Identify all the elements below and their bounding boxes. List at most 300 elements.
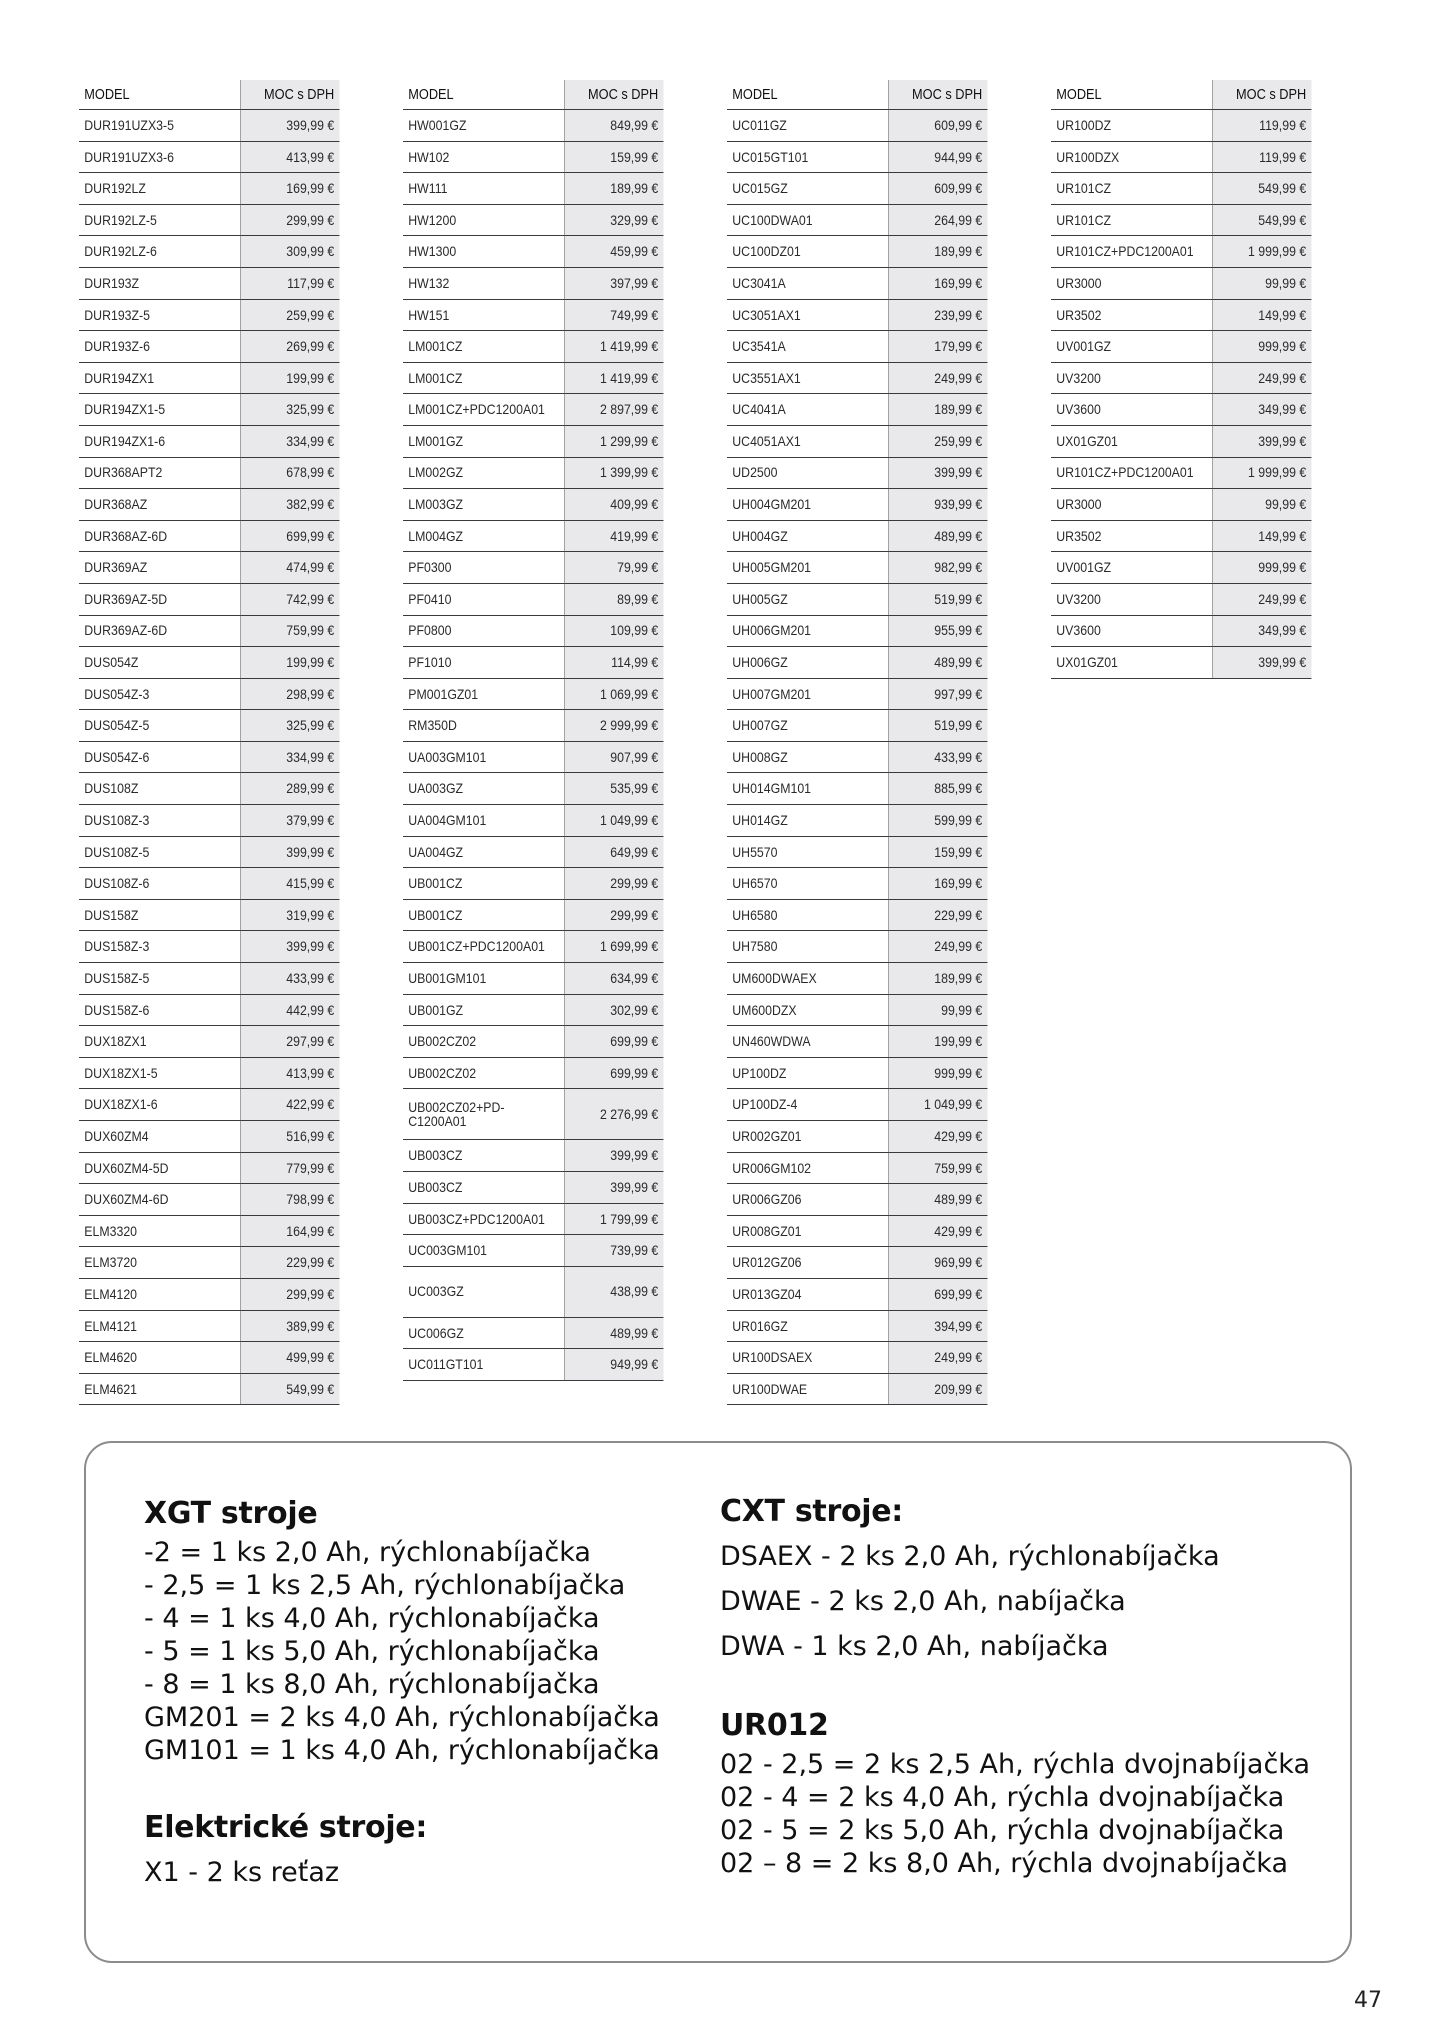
- price-cell: 849,99 €: [564, 110, 663, 142]
- model-cell: UR101CZ: [1051, 173, 1212, 205]
- table-row: [1051, 110, 1311, 142]
- price-cell: 798,99 €: [240, 1184, 339, 1216]
- table-row: [79, 583, 339, 615]
- table-row: [403, 1089, 663, 1140]
- table-row: [1051, 267, 1311, 299]
- model-cell: DUS054Z-6: [79, 741, 240, 773]
- price-cell: 389,99 €: [240, 1310, 339, 1342]
- price-cell: 299,99 €: [240, 1278, 339, 1310]
- table-row: [1051, 204, 1311, 236]
- price-cell: 149,99 €: [1212, 520, 1311, 552]
- model-cell: UC011GT101: [403, 1349, 564, 1381]
- model-cell: DUR194ZX1-6: [79, 425, 240, 457]
- price-cell: 419,99 €: [564, 520, 663, 552]
- price-cell: 169,99 €: [888, 868, 987, 900]
- price-cell: 1 999,99 €: [1212, 457, 1311, 489]
- model-cell: PM001GZ01: [403, 678, 564, 710]
- table-row: [79, 963, 339, 995]
- price-cell: 599,99 €: [888, 805, 987, 837]
- price-cell: 259,99 €: [240, 299, 339, 331]
- table-row: [403, 710, 663, 742]
- xgt-section: [144, 1494, 660, 1767]
- price-cell: 399,99 €: [1212, 425, 1311, 457]
- table-row: [79, 1373, 339, 1405]
- price-cell: 179,99 €: [888, 331, 987, 363]
- price-cell: 229,99 €: [888, 899, 987, 931]
- price-cell: 699,99 €: [240, 520, 339, 552]
- table-row: [403, 520, 663, 552]
- table-row: [727, 267, 987, 299]
- model-cell: UN460WDWA: [727, 1026, 888, 1058]
- table-row: [79, 836, 339, 868]
- model-cell: UR3502: [1051, 299, 1212, 331]
- model-cell: UV3600: [1051, 394, 1212, 426]
- table-row: [1051, 299, 1311, 331]
- table-row: [727, 678, 987, 710]
- table-row: [403, 615, 663, 647]
- model-cell: UC003GZ: [403, 1266, 564, 1317]
- model-cell: UP100DZ: [727, 1057, 888, 1089]
- price-cell: 907,99 €: [564, 741, 663, 773]
- table-row: [403, 583, 663, 615]
- price-cell: 159,99 €: [888, 836, 987, 868]
- column-header-model: MODEL: [1051, 80, 1212, 110]
- model-cell: DUR368APT2: [79, 457, 240, 489]
- price-cell: 379,99 €: [240, 805, 339, 837]
- model-cell: UH005GZ: [727, 583, 888, 615]
- price-cell: 99,99 €: [888, 994, 987, 1026]
- model-cell: HW1300: [403, 236, 564, 268]
- table-row: [403, 773, 663, 805]
- price-cell: 329,99 €: [564, 204, 663, 236]
- table-row: [403, 457, 663, 489]
- ur012-line: 02 - 2,5 = 2 ks 2,5 Ah, rýchla dvojnabíjačka: [720, 1749, 1311, 1780]
- model-cell: DUR191UZX3-5: [79, 110, 240, 142]
- model-cell: DUX18ZX1-5: [79, 1057, 240, 1089]
- price-cell: 969,99 €: [888, 1247, 987, 1279]
- model-cell: UA003GZ: [403, 773, 564, 805]
- model-cell: DUX18ZX1-6: [79, 1089, 240, 1121]
- table-row: [727, 994, 987, 1026]
- table-row: [727, 1152, 987, 1184]
- column-header-model: MODEL: [727, 80, 888, 110]
- price-cell: 413,99 €: [240, 141, 339, 173]
- price-cell: 299,99 €: [240, 204, 339, 236]
- table-row: [79, 1121, 339, 1153]
- table-row: [403, 836, 663, 868]
- model-cell: RM350D: [403, 710, 564, 742]
- model-cell: DUS158Z-5: [79, 963, 240, 995]
- model-cell: UX01GZ01: [1051, 425, 1212, 457]
- table-row: [1051, 647, 1311, 679]
- model-cell: UX01GZ01: [1051, 647, 1212, 679]
- price-cell: 249,99 €: [888, 931, 987, 963]
- price-cell: 1 699,99 €: [564, 931, 663, 963]
- model-cell: UV001GZ: [1051, 331, 1212, 363]
- price-cell: 169,99 €: [888, 267, 987, 299]
- price-cell: 429,99 €: [888, 1121, 987, 1153]
- elektricke-title: Elektrické stroje:: [144, 1810, 428, 1845]
- price-cell: 499,99 €: [240, 1342, 339, 1374]
- model-cell: UD2500: [727, 457, 888, 489]
- price-cell: 885,99 €: [888, 773, 987, 805]
- table-row: [727, 520, 987, 552]
- model-cell: DUR193Z-5: [79, 299, 240, 331]
- price-cell: 699,99 €: [564, 1026, 663, 1058]
- ur012-line: 02 – 8 = 2 ks 8,0 Ah, rýchla dvojnabíjačka: [720, 1848, 1289, 1879]
- price-cell: 549,99 €: [240, 1373, 339, 1405]
- table-row: [79, 931, 339, 963]
- model-cell: UC4051AX1: [727, 425, 888, 457]
- table-row: [79, 1247, 339, 1279]
- table-row: [727, 1057, 987, 1089]
- price-cell: 159,99 €: [564, 141, 663, 173]
- model-cell: DUR192LZ: [79, 173, 240, 205]
- model-cell: UH7580: [727, 931, 888, 963]
- model-cell: ELM4120: [79, 1278, 240, 1310]
- model-cell: UC100DZ01: [727, 236, 888, 268]
- price-cell: 399,99 €: [564, 1172, 663, 1204]
- price-cell: 2 276,99 €: [564, 1089, 663, 1140]
- price-cell: 516,99 €: [240, 1121, 339, 1153]
- table-row: [79, 805, 339, 837]
- model-cell: UH007GM201: [727, 678, 888, 710]
- column-header-model: MODEL: [403, 80, 564, 110]
- table-header-row: [79, 80, 339, 110]
- model-cell: UH007GZ: [727, 710, 888, 742]
- table-row: [79, 204, 339, 236]
- cxt-title: CXT stroje:: [720, 1494, 903, 1529]
- price-cell: 299,99 €: [564, 868, 663, 900]
- table-row: [727, 110, 987, 142]
- table-row: [403, 931, 663, 963]
- price-cell: 699,99 €: [888, 1278, 987, 1310]
- price-cell: 2 999,99 €: [564, 710, 663, 742]
- price-cell: 699,99 €: [564, 1057, 663, 1089]
- model-cell: UB001GM101: [403, 963, 564, 995]
- model-cell: UC3541A: [727, 331, 888, 363]
- price-cell: 999,99 €: [1212, 331, 1311, 363]
- model-cell: UC3041A: [727, 267, 888, 299]
- model-cell: DUR369AZ: [79, 552, 240, 584]
- table-row: [727, 173, 987, 205]
- price-cell: 649,99 €: [564, 836, 663, 868]
- table-row: [79, 236, 339, 268]
- table-row: [1051, 425, 1311, 457]
- price-cell: 249,99 €: [1212, 583, 1311, 615]
- price-cell: 199,99 €: [888, 1026, 987, 1058]
- model-cell: UR100DWAE: [727, 1373, 888, 1405]
- model-cell: UH004GM201: [727, 489, 888, 521]
- table-row: [403, 1349, 663, 1381]
- model-cell: UC006GZ: [403, 1317, 564, 1349]
- table-row: [403, 110, 663, 142]
- table-row: [403, 1235, 663, 1267]
- price-cell: 119,99 €: [1212, 141, 1311, 173]
- table-row: [1051, 615, 1311, 647]
- table-header-row: [727, 80, 987, 110]
- model-cell: UR3000: [1051, 267, 1212, 299]
- table-row: [727, 963, 987, 995]
- price-cell: 999,99 €: [888, 1057, 987, 1089]
- xgt-line: -2 = 1 ks 2,0 Ah, rýchlonabíjačka: [144, 1537, 591, 1568]
- model-cell: DUR193Z-6: [79, 331, 240, 363]
- table-row: [403, 741, 663, 773]
- table-row: [79, 1215, 339, 1247]
- model-cell: UC3551AX1: [727, 362, 888, 394]
- table-row: [1051, 173, 1311, 205]
- model-cell: HW102: [403, 141, 564, 173]
- table-row: [727, 1089, 987, 1121]
- price-cell: 189,99 €: [888, 236, 987, 268]
- price-table-4: [1051, 80, 1311, 679]
- price-cell: 1 799,99 €: [564, 1203, 663, 1235]
- table-row: [403, 394, 663, 426]
- table-row: [79, 678, 339, 710]
- model-cell: DUR369AZ-6D: [79, 615, 240, 647]
- model-cell: UR002GZ01: [727, 1121, 888, 1153]
- price-cell: 249,99 €: [888, 362, 987, 394]
- model-cell: HW151: [403, 299, 564, 331]
- price-cell: 399,99 €: [240, 110, 339, 142]
- table-row: [727, 425, 987, 457]
- table-row: [1051, 457, 1311, 489]
- price-cell: 297,99 €: [240, 1026, 339, 1058]
- model-cell: DUX60ZM4: [79, 1121, 240, 1153]
- ur012-section: [720, 1706, 1310, 1880]
- price-cell: 397,99 €: [564, 267, 663, 299]
- model-cell: LM003GZ: [403, 489, 564, 521]
- model-cell: DUR194ZX1-5: [79, 394, 240, 426]
- table-row: [727, 489, 987, 521]
- model-cell: DUS108Z-3: [79, 805, 240, 837]
- model-cell: UR3502: [1051, 520, 1212, 552]
- table-row: [727, 1215, 987, 1247]
- table-row: [403, 1172, 663, 1204]
- model-cell: ELM4620: [79, 1342, 240, 1374]
- price-cell: 382,99 €: [240, 489, 339, 521]
- table-row: [727, 741, 987, 773]
- model-cell: PF1010: [403, 647, 564, 679]
- price-cell: 249,99 €: [1212, 362, 1311, 394]
- table-row: [727, 836, 987, 868]
- price-cell: 1 299,99 €: [564, 425, 663, 457]
- model-cell: UB001CZ: [403, 868, 564, 900]
- table-row: [727, 1342, 987, 1374]
- model-cell: HW001GZ: [403, 110, 564, 142]
- table-row: [403, 362, 663, 394]
- model-cell: UB002CZ02: [403, 1057, 564, 1089]
- table-row: [403, 173, 663, 205]
- ur012-line: 02 - 5 = 2 ks 5,0 Ah, rýchla dvojnabíjačka: [720, 1815, 1285, 1846]
- price-cell: 474,99 €: [240, 552, 339, 584]
- price-cell: 189,99 €: [888, 394, 987, 426]
- price-cell: 759,99 €: [888, 1152, 987, 1184]
- price-cell: 289,99 €: [240, 773, 339, 805]
- table-row: [727, 362, 987, 394]
- table-row: [403, 425, 663, 457]
- table-row: [403, 236, 663, 268]
- price-cell: 459,99 €: [564, 236, 663, 268]
- model-cell: ELM4121: [79, 1310, 240, 1342]
- model-cell: UR101CZ+PDC1200A01: [1051, 457, 1212, 489]
- table-row: [79, 394, 339, 426]
- model-cell: HW132: [403, 267, 564, 299]
- table-row: [727, 1121, 987, 1153]
- model-cell: UB003CZ+PDC1200A01: [403, 1203, 564, 1235]
- table-row: [727, 583, 987, 615]
- table-row: [79, 173, 339, 205]
- model-cell: UH014GM101: [727, 773, 888, 805]
- model-cell: LM002GZ: [403, 457, 564, 489]
- table-row: [79, 899, 339, 931]
- cxt-section: [720, 1492, 1220, 1669]
- model-cell: UA004GM101: [403, 805, 564, 837]
- model-cell: UB001CZ: [403, 899, 564, 931]
- table-row: [79, 773, 339, 805]
- table-row: [79, 647, 339, 679]
- table-row: [727, 805, 987, 837]
- model-cell: UV001GZ: [1051, 552, 1212, 584]
- table-row: [403, 647, 663, 679]
- table-row: [79, 110, 339, 142]
- model-cell: UR3000: [1051, 489, 1212, 521]
- table-row: [403, 331, 663, 363]
- price-cell: 779,99 €: [240, 1152, 339, 1184]
- price-cell: 325,99 €: [240, 394, 339, 426]
- price-cell: 535,99 €: [564, 773, 663, 805]
- model-cell: DUS158Z-6: [79, 994, 240, 1026]
- cxt-line: DSAEX - 2 ks 2,0 Ah, rýchlonabíjačka: [720, 1541, 1220, 1572]
- price-cell: 349,99 €: [1212, 615, 1311, 647]
- table-row: [727, 868, 987, 900]
- price-cell: 164,99 €: [240, 1215, 339, 1247]
- table-header-row: [403, 80, 663, 110]
- column-header-price: MOC s DPH: [1212, 80, 1311, 110]
- table-row: [727, 710, 987, 742]
- model-cell: UM600DZX: [727, 994, 888, 1026]
- model-cell: UB003CZ: [403, 1140, 564, 1172]
- table-row: [79, 489, 339, 521]
- table-row: [79, 141, 339, 173]
- price-cell: 399,99 €: [888, 457, 987, 489]
- price-cell: 519,99 €: [888, 583, 987, 615]
- model-cell: DUR192LZ-6: [79, 236, 240, 268]
- table-row: [727, 1310, 987, 1342]
- table-row: [403, 1057, 663, 1089]
- table-row: [403, 805, 663, 837]
- table-row: [403, 489, 663, 521]
- table-row: [1051, 362, 1311, 394]
- price-cell: 2 897,99 €: [564, 394, 663, 426]
- model-cell: UB002CZ02+PD-C1200A01: [403, 1089, 564, 1140]
- price-cell: 325,99 €: [240, 710, 339, 742]
- table-row: [727, 552, 987, 584]
- xgt-title: XGT stroje: [144, 1496, 318, 1531]
- model-cell: UR101CZ: [1051, 204, 1212, 236]
- model-cell: UM600DWAEX: [727, 963, 888, 995]
- table-row: [403, 267, 663, 299]
- price-cell: 429,99 €: [888, 1215, 987, 1247]
- model-cell: UV3200: [1051, 362, 1212, 394]
- table-row: [727, 1373, 987, 1405]
- model-cell: UR008GZ01: [727, 1215, 888, 1247]
- elektricke-line: X1 - 2 ks reťaz: [144, 1857, 340, 1888]
- price-cell: 742,99 €: [240, 583, 339, 615]
- table-row: [79, 1184, 339, 1216]
- model-cell: DUS158Z-3: [79, 931, 240, 963]
- xgt-line: - 4 = 1 ks 4,0 Ah, rýchlonabíjačka: [144, 1603, 600, 1634]
- model-cell: DUS054Z-5: [79, 710, 240, 742]
- price-cell: 309,99 €: [240, 236, 339, 268]
- price-cell: 1 999,99 €: [1212, 236, 1311, 268]
- price-cell: 89,99 €: [564, 583, 663, 615]
- cxt-line: DWAE - 2 ks 2,0 Ah, nabíjačka: [720, 1586, 1126, 1617]
- price-cell: 229,99 €: [240, 1247, 339, 1279]
- model-cell: UC003GM101: [403, 1235, 564, 1267]
- table-row: [79, 1310, 339, 1342]
- price-cell: 349,99 €: [1212, 394, 1311, 426]
- table-row: [79, 520, 339, 552]
- price-table-3: [727, 80, 987, 1405]
- price-cell: 399,99 €: [240, 836, 339, 868]
- model-cell: UH6570: [727, 868, 888, 900]
- table-row: [727, 615, 987, 647]
- page-number: 47: [1354, 1988, 1382, 2013]
- model-cell: LM001CZ: [403, 331, 564, 363]
- price-cell: 955,99 €: [888, 615, 987, 647]
- table-row: [403, 899, 663, 931]
- table-row: [79, 457, 339, 489]
- table-row: [403, 1140, 663, 1172]
- price-cell: 749,99 €: [564, 299, 663, 331]
- model-cell: UH005GM201: [727, 552, 888, 584]
- model-cell: UH006GM201: [727, 615, 888, 647]
- price-cell: 489,99 €: [564, 1317, 663, 1349]
- table-row: [727, 899, 987, 931]
- price-cell: 982,99 €: [888, 552, 987, 584]
- model-cell: PF0410: [403, 583, 564, 615]
- table-row: [727, 1278, 987, 1310]
- model-cell: UR100DSAEX: [727, 1342, 888, 1374]
- price-cell: 939,99 €: [888, 489, 987, 521]
- price-cell: 442,99 €: [240, 994, 339, 1026]
- model-cell: UB002CZ02: [403, 1026, 564, 1058]
- model-cell: UH6580: [727, 899, 888, 931]
- table-row: [79, 362, 339, 394]
- price-cell: 415,99 €: [240, 868, 339, 900]
- table-row: [79, 1342, 339, 1374]
- model-cell: DUS108Z: [79, 773, 240, 805]
- price-cell: 949,99 €: [564, 1349, 663, 1381]
- table-row: [403, 552, 663, 584]
- model-cell: UR101CZ+PDC1200A01: [1051, 236, 1212, 268]
- model-cell: HW1200: [403, 204, 564, 236]
- model-cell: UH5570: [727, 836, 888, 868]
- table-row: [403, 1203, 663, 1235]
- table-row: [79, 1026, 339, 1058]
- table-row: [727, 394, 987, 426]
- table-header-row: [1051, 80, 1311, 110]
- model-cell: ELM4621: [79, 1373, 240, 1405]
- price-cell: 1 399,99 €: [564, 457, 663, 489]
- table-row: [403, 1266, 663, 1317]
- table-row: [79, 299, 339, 331]
- model-cell: DUR193Z: [79, 267, 240, 299]
- table-row: [1051, 141, 1311, 173]
- table-row: [79, 710, 339, 742]
- price-cell: 99,99 €: [1212, 267, 1311, 299]
